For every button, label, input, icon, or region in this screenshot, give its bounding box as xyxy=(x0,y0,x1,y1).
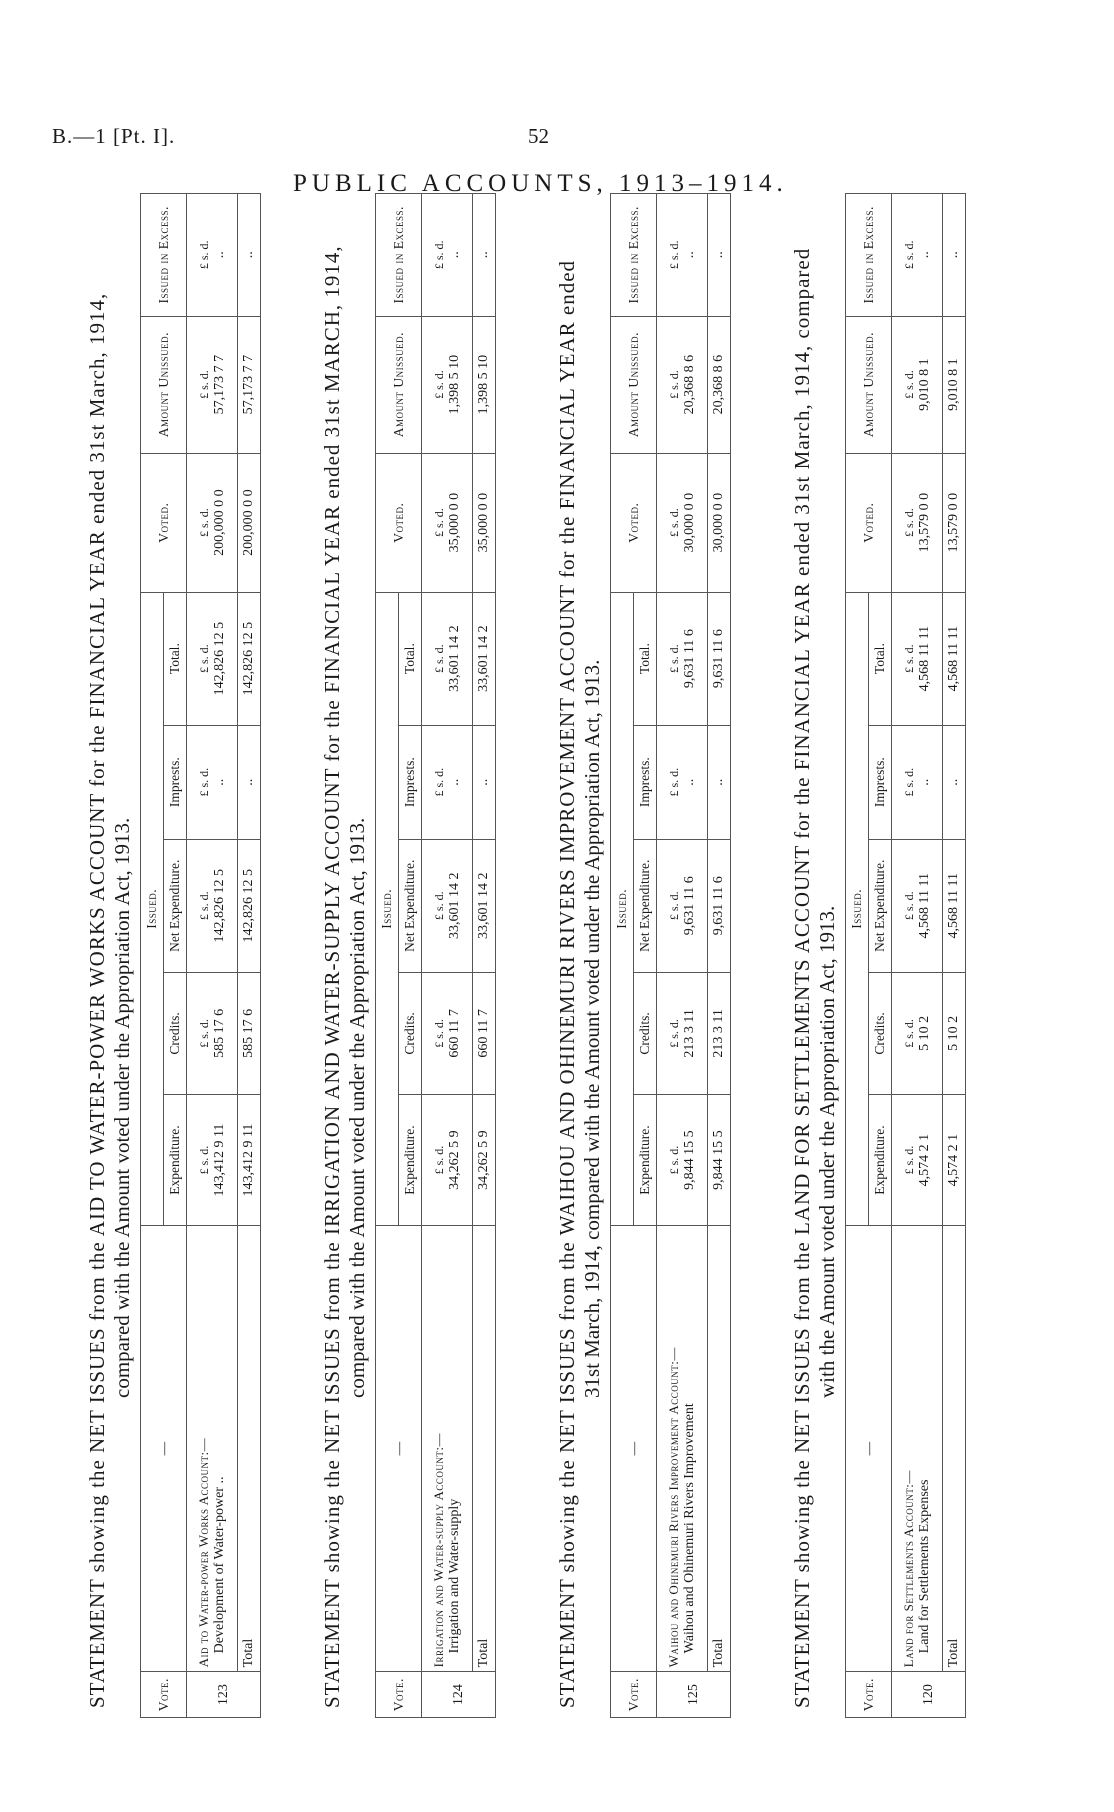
value-net-expenditure: 142,826 12 5 xyxy=(212,868,227,943)
col-description: — xyxy=(376,1225,422,1671)
value-credits: 585 17 6 xyxy=(212,1008,227,1058)
total-expenditure: 34,262 5 9 xyxy=(473,1095,496,1226)
cell-expenditure xyxy=(892,1095,943,1226)
cell-credits xyxy=(892,972,943,1094)
cell-amount-unissued xyxy=(657,316,708,453)
statement-title xyxy=(320,178,370,1718)
value-voted: 200,000 0 0 xyxy=(212,489,227,556)
col-amount-unissued: Amount Unissued. xyxy=(376,316,422,453)
col-description: — xyxy=(141,1225,187,1671)
header-row-1 xyxy=(376,194,399,1718)
vote-number: 125 xyxy=(657,1672,731,1718)
total-label: Total xyxy=(473,1225,496,1671)
total-row xyxy=(708,194,731,1718)
total-label: Total xyxy=(238,1225,261,1671)
page-title: PUBLIC ACCOUNTS, 1913–1914. xyxy=(293,170,788,197)
col-credits: Credits. xyxy=(634,972,657,1094)
total-issued-in-excess: .. xyxy=(943,194,966,317)
col-net-expenditure: Net Expenditure. xyxy=(634,839,657,972)
lsd-label: £ s. d. xyxy=(667,891,681,921)
total-issued-in-excess: .. xyxy=(473,194,496,317)
value-issued-in-excess: .. xyxy=(682,251,697,259)
item-name: Development of Water-power .. xyxy=(212,1476,227,1654)
cell-expenditure xyxy=(422,1095,473,1226)
cell-imprests xyxy=(892,725,943,839)
col-amount-unissued: Amount Unissued. xyxy=(611,316,657,453)
value-expenditure: 34,262 5 9 xyxy=(447,1130,462,1190)
lsd-label: £ s. d. xyxy=(197,508,211,537)
statement-title xyxy=(790,178,840,1718)
col-credits: Credits. xyxy=(869,972,892,1094)
value-expenditure: 143,412 9 11 xyxy=(212,1123,227,1197)
lsd-label: £ s. d. xyxy=(432,370,446,399)
total-voted: 13,579 0 0 xyxy=(943,453,966,592)
lsd-label: £ s. d. xyxy=(902,1145,916,1175)
total-amount-unissued: 20,368 8 6 xyxy=(708,316,731,453)
item-name: Waihou and Ohinemuri Rivers Improvement xyxy=(682,1403,697,1654)
cell-voted xyxy=(422,453,473,592)
statement-title-line2: compared with the Amount voted under the Appropriation Act, 1913. xyxy=(345,817,369,1398)
lsd-label: £ s. d. xyxy=(902,508,916,537)
col-vote: Vote. xyxy=(376,1672,422,1718)
cell-voted xyxy=(187,453,238,592)
total-net-expenditure: 33,601 14 2 xyxy=(473,839,496,972)
col-expenditure: Expenditure. xyxy=(634,1095,657,1226)
header-row-1 xyxy=(611,194,634,1718)
total-credits: 5 10 2 xyxy=(943,972,966,1094)
data-row xyxy=(187,194,238,1718)
cell-expenditure xyxy=(657,1095,708,1226)
header-row-1 xyxy=(846,194,869,1718)
value-voted: 30,000 0 0 xyxy=(682,492,697,553)
item-description xyxy=(422,1225,473,1671)
col-expenditure: Expenditure. xyxy=(399,1095,422,1226)
account-name: Land for Settlements Account:— xyxy=(901,1470,916,1668)
col-voted: Voted. xyxy=(141,453,187,592)
total-row xyxy=(943,194,966,1718)
col-imprests: Imprests. xyxy=(399,725,422,839)
cell-imprests xyxy=(422,725,473,839)
value-amount-unissued: 1,398 5 10 xyxy=(447,354,462,415)
statement-title xyxy=(555,178,605,1718)
total-amount-unissued: 9,010 8 1 xyxy=(943,316,966,453)
statement-title-line1: STATEMENT showing the NET ISSUES from the IRRIGATION AND WATER-SUPPLY ACCOUNT for the FINANCIAL YEAR ended 31st MARCH, 1914, xyxy=(320,245,344,1708)
lsd-label: £ s. d. xyxy=(432,240,446,270)
cell-credits xyxy=(422,972,473,1094)
value-issued-in-excess: .. xyxy=(447,251,462,259)
lsd-label: £ s. d. xyxy=(667,240,681,270)
lsd-label: £ s. d. xyxy=(197,240,211,270)
cell-issued-in-excess xyxy=(422,194,473,317)
lsd-label: £ s. d. xyxy=(902,644,916,673)
lsd-label: £ s. d. xyxy=(432,508,446,537)
col-issued: Issued. xyxy=(141,592,164,1225)
lsd-label: £ s. d. xyxy=(902,767,916,797)
col-total: Total. xyxy=(634,592,657,725)
lsd-label: £ s. d. xyxy=(667,644,681,673)
total-voted: 35,000 0 0 xyxy=(473,453,496,592)
total-total: 33,601 14 2 xyxy=(473,592,496,725)
item-description xyxy=(187,1225,238,1671)
value-total: 4,568 11 11 xyxy=(917,625,932,692)
cell-total xyxy=(187,592,238,725)
value-imprests: .. xyxy=(917,778,932,786)
cell-net-expenditure xyxy=(422,839,473,972)
col-vote: Vote. xyxy=(611,1672,657,1718)
statement-title-line2: compared with the Amount voted under the Appropriation Act, 1913. xyxy=(110,817,134,1398)
statement-table xyxy=(845,193,966,1718)
total-row xyxy=(473,194,496,1718)
col-issued: Issued. xyxy=(376,592,399,1225)
cell-total xyxy=(422,592,473,725)
col-issued-in-excess: Issued in Excess. xyxy=(611,194,657,317)
data-row xyxy=(422,194,473,1718)
col-total: Total. xyxy=(399,592,422,725)
total-imprests: .. xyxy=(238,725,261,839)
value-total: 33,601 14 2 xyxy=(447,625,462,692)
value-imprests: .. xyxy=(682,778,697,786)
lsd-label: £ s. d. xyxy=(197,1019,211,1048)
col-description: — xyxy=(611,1225,657,1671)
col-net-expenditure: Net Expenditure. xyxy=(399,839,422,972)
col-total: Total. xyxy=(869,592,892,725)
total-net-expenditure: 142,826 12 5 xyxy=(238,839,261,972)
value-issued-in-excess: .. xyxy=(212,251,227,259)
col-credits: Credits. xyxy=(399,972,422,1094)
cell-expenditure xyxy=(187,1095,238,1226)
value-credits: 213 3 11 xyxy=(682,1009,697,1058)
cell-amount-unissued xyxy=(187,316,238,453)
value-voted: 13,579 0 0 xyxy=(917,492,932,553)
lsd-label: £ s. d. xyxy=(902,240,916,270)
lsd-label: £ s. d. xyxy=(902,370,916,399)
col-voted: Voted. xyxy=(846,453,892,592)
value-credits: 660 11 7 xyxy=(447,1009,462,1058)
lsd-label: £ s. d. xyxy=(667,1145,681,1175)
statement-title-line1: STATEMENT showing the NET ISSUES from the AID TO WATER-POWER WORKS ACCOUNT for the FINANCIAL YEAR ended 31st March, 1914, xyxy=(85,292,109,1708)
col-voted: Voted. xyxy=(376,453,422,592)
account-name: Irrigation and Water-supply Account:— xyxy=(431,1432,446,1668)
total-credits: 660 11 7 xyxy=(473,972,496,1094)
value-imprests: .. xyxy=(212,778,227,786)
col-expenditure: Expenditure. xyxy=(869,1095,892,1226)
lsd-label: £ s. d. xyxy=(197,370,211,399)
col-imprests: Imprests. xyxy=(634,725,657,839)
statement-section xyxy=(85,178,261,1718)
value-voted: 35,000 0 0 xyxy=(447,492,462,553)
lsd-label: £ s. d. xyxy=(667,370,681,399)
vote-number: 124 xyxy=(422,1672,496,1718)
item-description xyxy=(657,1225,708,1671)
total-total: 4,568 11 11 xyxy=(943,592,966,725)
cell-imprests xyxy=(187,725,238,839)
cell-net-expenditure xyxy=(657,839,708,972)
item-name: Irrigation and Water-supply xyxy=(447,1498,462,1654)
document-reference: B.—1 [Pt. I]. xyxy=(52,124,176,148)
value-amount-unissued: 9,010 8 1 xyxy=(917,358,932,411)
lsd-label: £ s. d. xyxy=(667,508,681,537)
col-vote: Vote. xyxy=(846,1672,892,1718)
total-expenditure: 9,844 15 5 xyxy=(708,1095,731,1226)
statement-title-line1: STATEMENT showing the NET ISSUES from the LAND FOR SETTLEMENTS ACCOUNT for the FINANCIAL YEAR ended 31st March, 1914, compared xyxy=(790,247,814,1708)
col-description: — xyxy=(846,1225,892,1671)
cell-imprests xyxy=(657,725,708,839)
statement-section xyxy=(320,178,496,1718)
cell-amount-unissued xyxy=(422,316,473,453)
total-expenditure: 143,412 9 11 xyxy=(238,1095,261,1226)
lsd-label: £ s. d. xyxy=(197,767,211,797)
col-net-expenditure: Net Expenditure. xyxy=(869,839,892,972)
value-amount-unissued: 57,173 7 7 xyxy=(212,354,227,415)
cell-total xyxy=(892,592,943,725)
col-vote: Vote. xyxy=(141,1672,187,1718)
page-number: 52 xyxy=(528,124,549,148)
total-expenditure: 4,574 2 1 xyxy=(943,1095,966,1226)
statement-table xyxy=(375,193,496,1718)
cell-credits xyxy=(187,972,238,1094)
col-amount-unissued: Amount Unissued. xyxy=(846,316,892,453)
cell-net-expenditure xyxy=(187,839,238,972)
cell-credits xyxy=(657,972,708,1094)
total-credits: 213 3 11 xyxy=(708,972,731,1094)
col-issued: Issued. xyxy=(611,592,634,1225)
cell-voted xyxy=(657,453,708,592)
statement-table xyxy=(610,193,731,1718)
item-name: Land for Settlements Expenses xyxy=(917,1479,932,1654)
total-issued-in-excess: .. xyxy=(238,194,261,317)
lsd-label: £ s. d. xyxy=(667,767,681,797)
item-description xyxy=(892,1225,943,1671)
total-amount-unissued: 1,398 5 10 xyxy=(473,316,496,453)
total-issued-in-excess: .. xyxy=(708,194,731,317)
statement-title-line1: STATEMENT showing the NET ISSUES from the WAIHOU AND OHINEMURI RIVERS IMPROVEMENT ACCOUNT for the FINANCIAL YEAR ended xyxy=(555,259,579,1708)
value-credits: 5 10 2 xyxy=(917,1015,932,1051)
vote-number: 123 xyxy=(187,1672,261,1718)
cell-total xyxy=(657,592,708,725)
col-total: Total. xyxy=(164,592,187,725)
account-name: Waihou and Ohinemuri Rivers Improvement Account:— xyxy=(666,1347,681,1668)
value-net-expenditure: 33,601 14 2 xyxy=(447,872,462,939)
col-net-expenditure: Net Expenditure. xyxy=(164,839,187,972)
total-total: 9,631 11 6 xyxy=(708,592,731,725)
statement-section xyxy=(555,178,731,1718)
rotated-statements xyxy=(85,178,1015,1718)
col-issued-in-excess: Issued in Excess. xyxy=(376,194,422,317)
value-expenditure: 4,574 2 1 xyxy=(917,1133,932,1187)
value-total: 142,826 12 5 xyxy=(212,621,227,696)
cell-voted xyxy=(892,453,943,592)
cell-issued-in-excess xyxy=(892,194,943,317)
data-row xyxy=(892,194,943,1718)
value-expenditure: 9,844 15 5 xyxy=(682,1130,697,1190)
lsd-label: £ s. d. xyxy=(667,1019,681,1048)
cell-issued-in-excess xyxy=(187,194,238,317)
col-imprests: Imprests. xyxy=(164,725,187,839)
lsd-label: £ s. d. xyxy=(197,891,211,921)
total-imprests: .. xyxy=(943,725,966,839)
col-issued-in-excess: Issued in Excess. xyxy=(846,194,892,317)
value-total: 9,631 11 6 xyxy=(682,629,697,689)
total-amount-unissued: 57,173 7 7 xyxy=(238,316,261,453)
col-voted: Voted. xyxy=(611,453,657,592)
lsd-label: £ s. d. xyxy=(432,644,446,673)
statement-title-line2: with the Amount voted under the Appropriation Act, 1913. xyxy=(815,905,839,1398)
total-label: Total xyxy=(943,1225,966,1671)
cell-net-expenditure xyxy=(892,839,943,972)
lsd-label: £ s. d. xyxy=(432,767,446,797)
value-amount-unissued: 20,368 8 6 xyxy=(682,354,697,415)
col-issued: Issued. xyxy=(846,592,869,1225)
lsd-label: £ s. d. xyxy=(197,644,211,673)
lsd-label: £ s. d. xyxy=(432,1145,446,1175)
total-net-expenditure: 4,568 11 11 xyxy=(943,839,966,972)
account-name: Aid to Water-power Works Account:— xyxy=(196,1437,211,1668)
lsd-label: £ s. d. xyxy=(902,1019,916,1048)
total-imprests: .. xyxy=(473,725,496,839)
total-voted: 30,000 0 0 xyxy=(708,453,731,592)
data-row xyxy=(657,194,708,1718)
value-imprests: .. xyxy=(447,778,462,786)
total-row xyxy=(238,194,261,1718)
lsd-label: £ s. d. xyxy=(432,1019,446,1048)
col-issued-in-excess: Issued in Excess. xyxy=(141,194,187,317)
col-expenditure: Expenditure. xyxy=(164,1095,187,1226)
header-row-1 xyxy=(141,194,164,1718)
statement-title xyxy=(85,178,135,1718)
total-credits: 585 17 6 xyxy=(238,972,261,1094)
value-net-expenditure: 9,631 11 6 xyxy=(682,876,697,936)
cell-issued-in-excess xyxy=(657,194,708,317)
cell-amount-unissued xyxy=(892,316,943,453)
total-label: Total xyxy=(708,1225,731,1671)
statement-title-line2: 31st March, 1914, compared with the Amount voted under the Appropriation Act, 1913. xyxy=(580,659,604,1398)
total-net-expenditure: 9,631 11 6 xyxy=(708,839,731,972)
value-issued-in-excess: .. xyxy=(917,251,932,259)
total-total: 142,826 12 5 xyxy=(238,592,261,725)
lsd-label: £ s. d. xyxy=(902,891,916,921)
col-credits: Credits. xyxy=(164,972,187,1094)
lsd-label: £ s. d. xyxy=(197,1145,211,1175)
total-imprests: .. xyxy=(708,725,731,839)
col-imprests: Imprests. xyxy=(869,725,892,839)
value-net-expenditure: 4,568 11 11 xyxy=(917,873,932,939)
vote-number: 120 xyxy=(892,1672,966,1718)
statement-table xyxy=(140,193,261,1718)
total-voted: 200,000 0 0 xyxy=(238,453,261,592)
statement-section xyxy=(790,178,966,1718)
col-amount-unissued: Amount Unissued. xyxy=(141,316,187,453)
lsd-label: £ s. d. xyxy=(432,891,446,921)
